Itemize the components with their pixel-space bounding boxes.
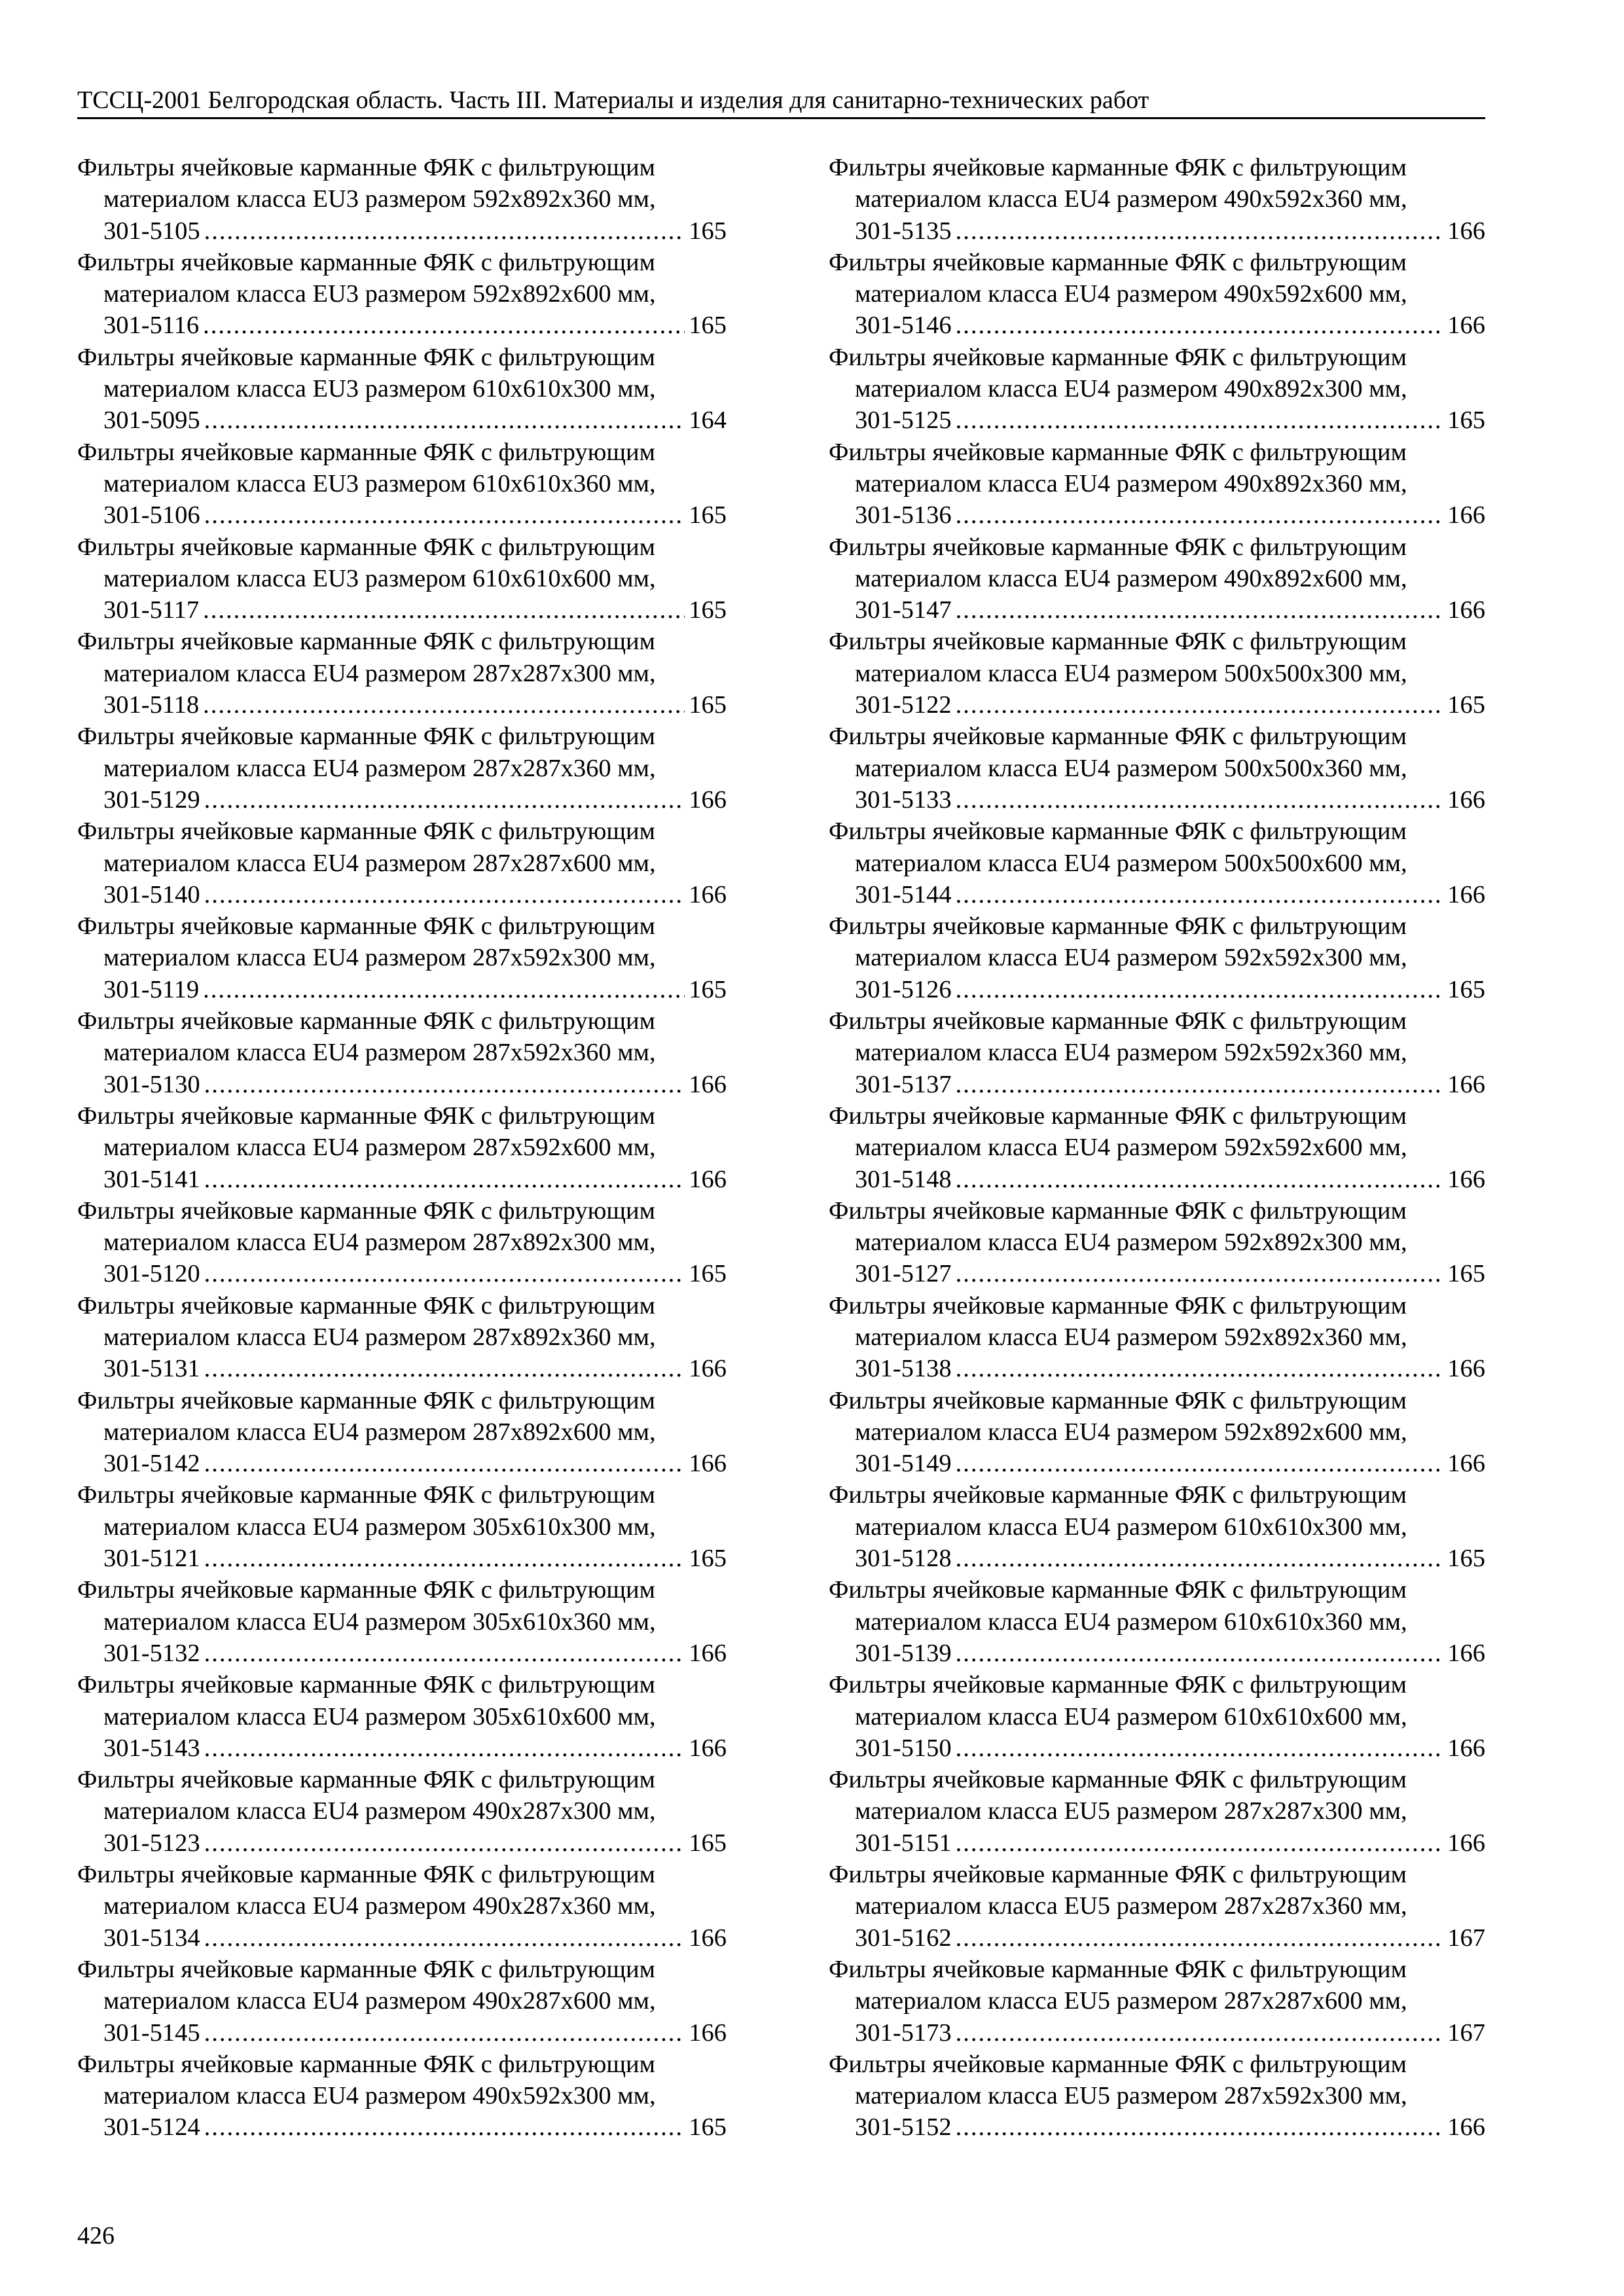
header-rule <box>77 117 1485 119</box>
entry-description-line: материалом класса EU3 размером 592х892х600 мм, <box>103 280 656 308</box>
entry-code-line <box>77 1827 727 1859</box>
entry-title-line: Фильтры ячейковые карманные ФЯК с фильтрующим <box>77 1481 655 1509</box>
entry-page-ref: 166 <box>689 785 727 814</box>
entry-code: 301-5127 <box>855 1260 952 1288</box>
entry-description-line: материалом класса EU4 размером 490х287х600 мм, <box>103 1987 656 2015</box>
dot-leader <box>956 215 1444 247</box>
entry-page-ref: 166 <box>689 1355 727 1383</box>
entry-code-line <box>77 310 727 341</box>
entry-code-line <box>77 2111 727 2143</box>
dot-leader <box>956 594 1444 626</box>
entry-page-ref: 166 <box>1447 785 1485 814</box>
entry-code: 301-5117 <box>103 596 200 624</box>
index-entry <box>829 2049 1485 2144</box>
entry-title-line: Фильтры ячейковые карманные ФЯК с фильтрующим <box>77 1386 655 1414</box>
dot-leader <box>956 1069 1444 1100</box>
entry-code: 301-5128 <box>855 1545 952 1573</box>
entry-description-line: материалом класса EU3 размером 610х610х300 мм, <box>103 375 656 403</box>
dot-leader <box>956 784 1444 816</box>
entry-title-line: Фильтры ячейковые карманные ФЯК с фильтрующим <box>829 1102 1407 1130</box>
entry-page-ref: 166 <box>1447 501 1485 529</box>
entry-page-ref: 166 <box>1447 312 1485 340</box>
index-entry <box>77 2049 727 2144</box>
entry-code: 301-5135 <box>855 217 952 245</box>
dot-leader <box>204 1448 685 1479</box>
entry-page-ref: 166 <box>1447 1450 1485 1478</box>
entry-title-line: Фильтры ячейковые карманные ФЯК с фильтрующим <box>829 1007 1407 1035</box>
entry-page-ref: 165 <box>689 1545 727 1573</box>
index-entry <box>77 1195 727 1290</box>
index-entry <box>77 1954 727 2049</box>
dot-leader <box>204 784 685 816</box>
index-entry <box>829 1764 1485 1859</box>
entry-description-line: материалом класса EU4 размером 500х500х600 мм, <box>855 849 1407 877</box>
entry-description-line: материалом класса EU4 размером 592х892х300 мм, <box>855 1229 1407 1257</box>
entry-title-line: Фильтры ячейковые карманные ФЯК с фильтрующим <box>77 1766 655 1794</box>
dot-leader <box>204 499 685 531</box>
entry-page-ref: 166 <box>1447 596 1485 624</box>
dot-leader <box>204 879 685 910</box>
entry-code-line <box>77 2017 727 2049</box>
entry-title-line: Фильтры ячейковые карманные ФЯК с фильтрующим <box>77 912 655 941</box>
entry-page-ref: 167 <box>1447 2018 1485 2047</box>
entry-title-line: Фильтры ячейковые карманные ФЯК с фильтрующим <box>77 533 655 561</box>
dot-leader <box>956 310 1444 341</box>
entry-page-ref: 165 <box>689 217 727 245</box>
dot-leader <box>956 689 1444 721</box>
entry-code-line <box>77 784 727 816</box>
dot-leader <box>204 1164 685 1195</box>
entry-code: 301-5150 <box>855 1734 952 1762</box>
index-entry <box>829 1005 1485 1100</box>
entry-code: 301-5118 <box>103 691 200 719</box>
index-entry <box>829 1479 1485 1574</box>
index-entry <box>77 1290 727 1385</box>
entry-description-line: материалом класса EU4 размером 592х592х600 мм, <box>855 1134 1407 1162</box>
entry-description-line: материалом класса EU4 размером 490х287х300 мм, <box>103 1797 656 1825</box>
index-entry <box>77 247 727 342</box>
entry-page-ref: 166 <box>1447 217 1485 245</box>
entry-description-line: материалом класса EU5 размером 287х287х300 мм, <box>855 1797 1407 1825</box>
entry-description-line: материалом класса EU4 размером 490х892х360 мм, <box>855 469 1407 497</box>
entry-description-line: материалом класса EU3 размером 592х892х360 мм, <box>103 185 656 213</box>
entry-title-line: Фильтры ячейковые карманные ФЯК с фильтрующим <box>829 248 1407 276</box>
entry-description-line: материалом класса EU4 размером 287х592х600 мм, <box>103 1134 656 1162</box>
index-entry <box>77 816 727 910</box>
entry-title-line: Фильтры ячейковые карманные ФЯК с фильтрующим <box>77 438 655 466</box>
entry-code-line <box>829 594 1485 626</box>
entry-title-line: Фильтры ячейковые карманные ФЯК с фильтрующим <box>77 1007 655 1035</box>
dot-leader <box>956 404 1444 436</box>
entry-title-line: Фильтры ячейковые карманные ФЯК с фильтрующим <box>829 1766 1407 1794</box>
entry-code: 301-5173 <box>855 2018 952 2047</box>
dot-leader <box>204 1258 685 1289</box>
entry-page-ref: 165 <box>689 1260 727 1288</box>
entry-page-ref: 166 <box>689 1639 727 1667</box>
entry-page-ref: 166 <box>689 1450 727 1478</box>
entry-page-ref: 165 <box>689 596 727 624</box>
dot-leader <box>204 1543 685 1574</box>
index-entry <box>77 1669 727 1764</box>
index-entry <box>829 1859 1485 1954</box>
entry-code-line <box>77 689 727 721</box>
entry-description-line: материалом класса EU4 размером 287х592х300 мм, <box>103 944 656 972</box>
entry-code-line <box>77 594 727 626</box>
entry-title-line: Фильтры ячейковые карманные ФЯК с фильтрующим <box>829 1386 1407 1414</box>
entry-title-line: Фильтры ячейковые карманные ФЯК с фильтрующим <box>829 1481 1407 1509</box>
dot-leader <box>204 1922 685 1954</box>
dot-leader <box>956 1827 1444 1859</box>
index-entry <box>829 437 1485 531</box>
dot-leader <box>956 2111 1444 2143</box>
entry-title-line: Фильтры ячейковые карманные ФЯК с фильтрующим <box>77 2050 655 2078</box>
entry-description-line: материалом класса EU4 размером 592х892х360 мм, <box>855 1323 1407 1351</box>
index-entry <box>77 531 727 626</box>
dot-leader <box>203 310 685 341</box>
entry-description-line: материалом класса EU3 размером 610х610х600 мм, <box>103 564 656 592</box>
entry-description-line: материалом класса EU4 размером 287х287х360 мм, <box>103 754 656 782</box>
entry-page-ref: 166 <box>1447 1070 1485 1098</box>
entry-code-line <box>77 1258 727 1289</box>
entry-code-line <box>829 1638 1485 1669</box>
entry-code-line <box>77 1353 727 1384</box>
entry-code-line <box>829 2017 1485 2049</box>
entry-page-ref: 166 <box>1447 2113 1485 2142</box>
entry-page-ref: 166 <box>689 1165 727 1193</box>
index-entry <box>829 1954 1485 2049</box>
dot-leader <box>956 1638 1444 1669</box>
entry-code-line <box>77 1922 727 1954</box>
entry-code-line <box>829 310 1485 341</box>
entry-code-line <box>77 879 727 910</box>
entry-code: 301-5105 <box>103 217 200 245</box>
entry-title-line: Фильтры ячейковые карманные ФЯК с фильтрующим <box>829 723 1407 751</box>
entry-title-line: Фильтры ячейковые карманные ФЯК с фильтрующим <box>829 817 1407 846</box>
entry-page-ref: 166 <box>1447 1165 1485 1193</box>
entry-code: 301-5134 <box>103 1924 200 1952</box>
entry-code: 301-5137 <box>855 1070 952 1098</box>
dot-leader <box>204 2017 685 2049</box>
entry-page-ref: 165 <box>1447 975 1485 1003</box>
dot-leader <box>956 1543 1444 1574</box>
entry-code: 301-5146 <box>855 312 952 340</box>
entry-page-ref: 165 <box>689 2113 727 2142</box>
entry-title-line: Фильтры ячейковые карманные ФЯК с фильтрующим <box>77 248 655 276</box>
entry-code: 301-5152 <box>855 2113 952 2142</box>
entry-code: 301-5162 <box>855 1924 952 1952</box>
entry-code: 301-5142 <box>103 1450 200 1478</box>
index-entry <box>77 342 727 437</box>
index-entry <box>829 1574 1485 1669</box>
entry-code: 301-5141 <box>103 1165 200 1193</box>
entry-code: 301-5120 <box>103 1260 200 1288</box>
entry-code: 301-5143 <box>103 1734 200 1762</box>
entry-code: 301-5125 <box>855 406 952 435</box>
dot-leader <box>956 1353 1444 1384</box>
entry-code: 301-5145 <box>103 2018 200 2047</box>
entry-code-line <box>77 1638 727 1669</box>
entry-title-line: Фильтры ячейковые карманные ФЯК с фильтрующим <box>829 343 1407 371</box>
entry-description-line: материалом класса EU4 размером 490х592х360 мм, <box>855 185 1407 213</box>
entry-code: 301-5124 <box>103 2113 200 2142</box>
entry-code: 301-5126 <box>855 975 952 1003</box>
entry-code-line <box>77 1069 727 1100</box>
entry-title-line: Фильтры ячейковые карманные ФЯК с фильтрующим <box>829 1861 1407 1889</box>
dot-leader <box>204 1827 685 1859</box>
entry-code-line <box>77 499 727 531</box>
entry-code: 301-5140 <box>103 880 200 908</box>
index-entry <box>829 721 1485 816</box>
entry-title-line: Фильтры ячейковые карманные ФЯК с фильтрующим <box>829 912 1407 941</box>
index-entry <box>829 247 1485 342</box>
entry-code-line <box>829 1353 1485 1384</box>
entry-code-line <box>829 1258 1485 1289</box>
entry-title-line: Фильтры ячейковые карманные ФЯК с фильтрующим <box>77 343 655 371</box>
entry-page-ref: 166 <box>1447 880 1485 908</box>
entry-description-line: материалом класса EU4 размером 287х287х300 мм, <box>103 659 656 687</box>
entry-description-line: материалом класса EU4 размером 500х500х360 мм, <box>855 754 1407 782</box>
index-entry <box>829 626 1485 721</box>
entry-code: 301-5119 <box>103 975 200 1003</box>
index-entry <box>77 1479 727 1574</box>
entry-code: 301-5149 <box>855 1450 952 1478</box>
entry-page-ref: 166 <box>1447 1734 1485 1762</box>
entry-description-line: материалом класса EU4 размером 287х287х600 мм, <box>103 849 656 877</box>
entry-description-line: материалом класса EU4 размером 592х892х600 мм, <box>855 1418 1407 1446</box>
entry-code-line <box>77 1732 727 1764</box>
index-entry <box>77 1859 727 1954</box>
index-entry <box>77 1574 727 1669</box>
entry-description-line: материалом класса EU4 размером 610х610х600 мм, <box>855 1702 1407 1731</box>
entry-title-line: Фильтры ячейковые карманные ФЯК с фильтрующим <box>829 1955 1407 1983</box>
entry-description-line: материалом класса EU4 размером 305х610х360 мм, <box>103 1607 656 1636</box>
index-entry <box>829 1669 1485 1764</box>
entry-code-line <box>829 215 1485 247</box>
dot-leader <box>956 1448 1444 1479</box>
entry-code-line <box>829 1164 1485 1195</box>
entry-page-ref: 166 <box>689 880 727 908</box>
dot-leader <box>956 974 1444 1005</box>
index-entry <box>829 152 1485 247</box>
entry-code: 301-5136 <box>855 501 952 529</box>
entry-title-line: Фильтры ячейковые карманные ФЯК с фильтрующим <box>77 628 655 656</box>
entry-code-line <box>829 499 1485 531</box>
entry-code: 301-5116 <box>103 312 200 340</box>
dot-leader <box>203 594 685 626</box>
entry-description-line: материалом класса EU5 размером 287х287х600 мм, <box>855 1987 1407 2015</box>
entry-code: 301-5129 <box>103 785 200 814</box>
entry-code: 301-5138 <box>855 1355 952 1383</box>
entry-title-line: Фильтры ячейковые карманные ФЯК с фильтрующим <box>77 1671 655 1699</box>
entry-code: 301-5148 <box>855 1165 952 1193</box>
dot-leader <box>956 879 1444 910</box>
dot-leader <box>204 1069 685 1100</box>
entry-code-line <box>829 689 1485 721</box>
entry-description-line: материалом класса EU4 размером 610х610х360 мм, <box>855 1607 1407 1636</box>
entry-page-ref: 165 <box>1447 691 1485 719</box>
entry-description-line: материалом класса EU4 размером 287х892х300 мм, <box>103 1229 656 1257</box>
entry-title-line: Фильтры ячейковые карманные ФЯК с фильтрующим <box>829 1196 1407 1225</box>
index-entry <box>77 152 727 247</box>
entry-code-line <box>829 1922 1485 1954</box>
entry-code: 301-5106 <box>103 501 200 529</box>
index-entry <box>829 342 1485 437</box>
entry-code-line <box>77 1448 727 1479</box>
dot-leader <box>956 2017 1444 2049</box>
entry-title-line: Фильтры ячейковые карманные ФЯК с фильтрующим <box>77 1196 655 1225</box>
entry-code-line <box>829 1827 1485 1859</box>
index-column-left <box>77 152 727 2144</box>
entry-description-line: материалом класса EU3 размером 610х610х360 мм, <box>103 469 656 497</box>
entry-title-line: Фильтры ячейковые карманные ФЯК с фильтрующим <box>77 1291 655 1319</box>
dot-leader <box>204 404 685 436</box>
entry-code-line <box>77 215 727 247</box>
entry-page-ref: 165 <box>1447 1545 1485 1573</box>
index-entry <box>829 1100 1485 1195</box>
entry-description-line: материалом класса EU4 размером 287х592х360 мм, <box>103 1039 656 1067</box>
index-entry <box>829 910 1485 1005</box>
index-entry <box>77 626 727 721</box>
entry-description-line: материалом класса EU4 размером 287х892х600 мм, <box>103 1418 656 1446</box>
entry-page-ref: 165 <box>689 975 727 1003</box>
entry-code-line <box>77 974 727 1005</box>
entry-code-line <box>829 1069 1485 1100</box>
dot-leader <box>956 1258 1444 1289</box>
entry-description-line: материалом класса EU4 размером 592х592х360 мм, <box>855 1039 1407 1067</box>
page-number: 426 <box>77 2222 115 2250</box>
dot-leader <box>204 1732 685 1764</box>
dot-leader <box>956 1922 1444 1954</box>
entry-description-line: материалом класса EU4 размером 592х592х300 мм, <box>855 944 1407 972</box>
index-entry <box>829 1195 1485 1290</box>
entry-title-line: Фильтры ячейковые карманные ФЯК с фильтрующим <box>829 1576 1407 1604</box>
dot-leader <box>956 499 1444 531</box>
entry-description-line: материалом класса EU4 размером 305х610х300 мм, <box>103 1513 656 1541</box>
index-entry <box>77 1385 727 1480</box>
entry-code: 301-5131 <box>103 1355 200 1383</box>
entry-page-ref: 166 <box>689 1734 727 1762</box>
dot-leader <box>204 215 685 247</box>
index-entry <box>77 721 727 816</box>
entry-title-line: Фильтры ячейковые карманные ФЯК с фильтрующим <box>829 154 1407 181</box>
entry-code: 301-5151 <box>855 1829 952 1857</box>
entry-page-ref: 165 <box>689 501 727 529</box>
entry-title-line: Фильтры ячейковые карманные ФЯК с фильтрующим <box>829 1671 1407 1699</box>
entry-description-line: материалом класса EU4 размером 287х892х360 мм, <box>103 1323 656 1351</box>
entry-description-line: материалом класса EU4 размером 490х287х360 мм, <box>103 1892 656 1920</box>
index-entry <box>77 437 727 531</box>
entry-description-line: материалом класса EU4 размером 490х592х600 мм, <box>855 280 1407 308</box>
index-entry <box>77 1100 727 1195</box>
entry-page-ref: 165 <box>689 691 727 719</box>
dot-leader <box>956 1164 1444 1195</box>
entry-title-line: Фильтры ячейковые карманные ФЯК с фильтрующим <box>829 628 1407 656</box>
entry-code-line <box>829 404 1485 436</box>
entry-description-line: материалом класса EU5 размером 287х592х300 мм, <box>855 2082 1407 2110</box>
entry-page-ref: 165 <box>689 1829 727 1857</box>
index-entry <box>829 1290 1485 1385</box>
dot-leader <box>203 689 685 721</box>
entry-code: 301-5139 <box>855 1639 952 1667</box>
entry-title-line: Фильтры ячейковые карманные ФЯК с фильтрующим <box>77 1861 655 1889</box>
index-entry <box>829 1385 1485 1480</box>
entry-code: 301-5133 <box>855 785 952 814</box>
entry-code: 301-5123 <box>103 1829 200 1857</box>
entry-page-ref: 166 <box>1447 1829 1485 1857</box>
entry-code-line <box>77 404 727 436</box>
entry-description-line: материалом класса EU4 размером 490х892х600 мм, <box>855 564 1407 592</box>
entry-code: 301-5132 <box>103 1639 200 1667</box>
entry-title-line: Фильтры ячейковые карманные ФЯК с фильтрующим <box>77 723 655 751</box>
index-entry <box>829 816 1485 910</box>
entry-title-line: Фильтры ячейковые карманные ФЯК с фильтрующим <box>77 1102 655 1130</box>
dot-leader <box>204 1353 685 1384</box>
entry-description-line: материалом класса EU4 размером 610х610х300 мм, <box>855 1513 1407 1541</box>
dot-leader <box>956 1732 1444 1764</box>
entry-title-line: Фильтры ячейковые карманные ФЯК с фильтрующим <box>77 817 655 846</box>
entry-page-ref: 166 <box>689 1924 727 1952</box>
entry-page-ref: 165 <box>1447 1260 1485 1288</box>
entry-description-line: материалом класса EU4 размером 305х610х600 мм, <box>103 1702 656 1731</box>
entry-description-line: материалом класса EU4 размером 500х500х300 мм, <box>855 659 1407 687</box>
entry-title-line: Фильтры ячейковые карманные ФЯК с фильтрующим <box>77 1955 655 1983</box>
entry-code-line <box>829 1732 1485 1764</box>
entry-page-ref: 166 <box>689 1070 727 1098</box>
entry-description-line: материалом класса EU4 размером 490х892х300 мм, <box>855 375 1407 403</box>
running-header: ТССЦ-2001 Белгородская область. Часть III. Материалы и изделия для санитарно-технических работ <box>77 86 1149 114</box>
entry-title-line: Фильтры ячейковые карманные ФЯК с фильтрующим <box>829 533 1407 561</box>
entry-code: 301-5122 <box>855 691 952 719</box>
entry-code: 301-5147 <box>855 596 952 624</box>
entry-title-line: Фильтры ячейковые карманные ФЯК с фильтрующим <box>829 438 1407 466</box>
entry-title-line: Фильтры ячейковые карманные ФЯК с фильтрующим <box>77 154 655 181</box>
entry-description-line: материалом класса EU5 размером 287х287х360 мм, <box>855 1892 1407 1920</box>
index-entry <box>77 910 727 1005</box>
entry-page-ref: 165 <box>689 312 727 340</box>
entry-code: 301-5095 <box>103 406 200 435</box>
entry-page-ref: 166 <box>1447 1355 1485 1383</box>
entry-page-ref: 166 <box>1447 1639 1485 1667</box>
entry-code: 301-5130 <box>103 1070 200 1098</box>
entry-code-line <box>829 1448 1485 1479</box>
entry-title-line: Фильтры ячейковые карманные ФЯК с фильтрующим <box>77 1576 655 1604</box>
dot-leader <box>203 974 685 1005</box>
entry-code-line <box>829 784 1485 816</box>
index-entry <box>77 1005 727 1100</box>
dot-leader <box>204 2111 685 2143</box>
entry-code-line <box>829 879 1485 910</box>
entry-description-line: материалом класса EU4 размером 490х592х300 мм, <box>103 2082 656 2110</box>
entry-code-line <box>829 2111 1485 2143</box>
entry-page-ref: 165 <box>1447 406 1485 435</box>
index-column-right <box>829 152 1485 2144</box>
entry-code-line <box>77 1164 727 1195</box>
entry-code-line <box>77 1543 727 1574</box>
index-entry <box>77 1764 727 1859</box>
entry-title-line: Фильтры ячейковые карманные ФЯК с фильтрующим <box>829 2050 1407 2078</box>
dot-leader <box>204 1638 685 1669</box>
entry-page-ref: 166 <box>689 2018 727 2047</box>
entry-code-line <box>829 1543 1485 1574</box>
entry-code-line <box>829 974 1485 1005</box>
entry-title-line: Фильтры ячейковые карманные ФЯК с фильтрующим <box>829 1291 1407 1319</box>
index-entry <box>829 531 1485 626</box>
entry-code: 301-5121 <box>103 1545 200 1573</box>
entry-code: 301-5144 <box>855 880 952 908</box>
entry-page-ref: 167 <box>1447 1924 1485 1952</box>
entry-page-ref: 164 <box>689 406 727 435</box>
